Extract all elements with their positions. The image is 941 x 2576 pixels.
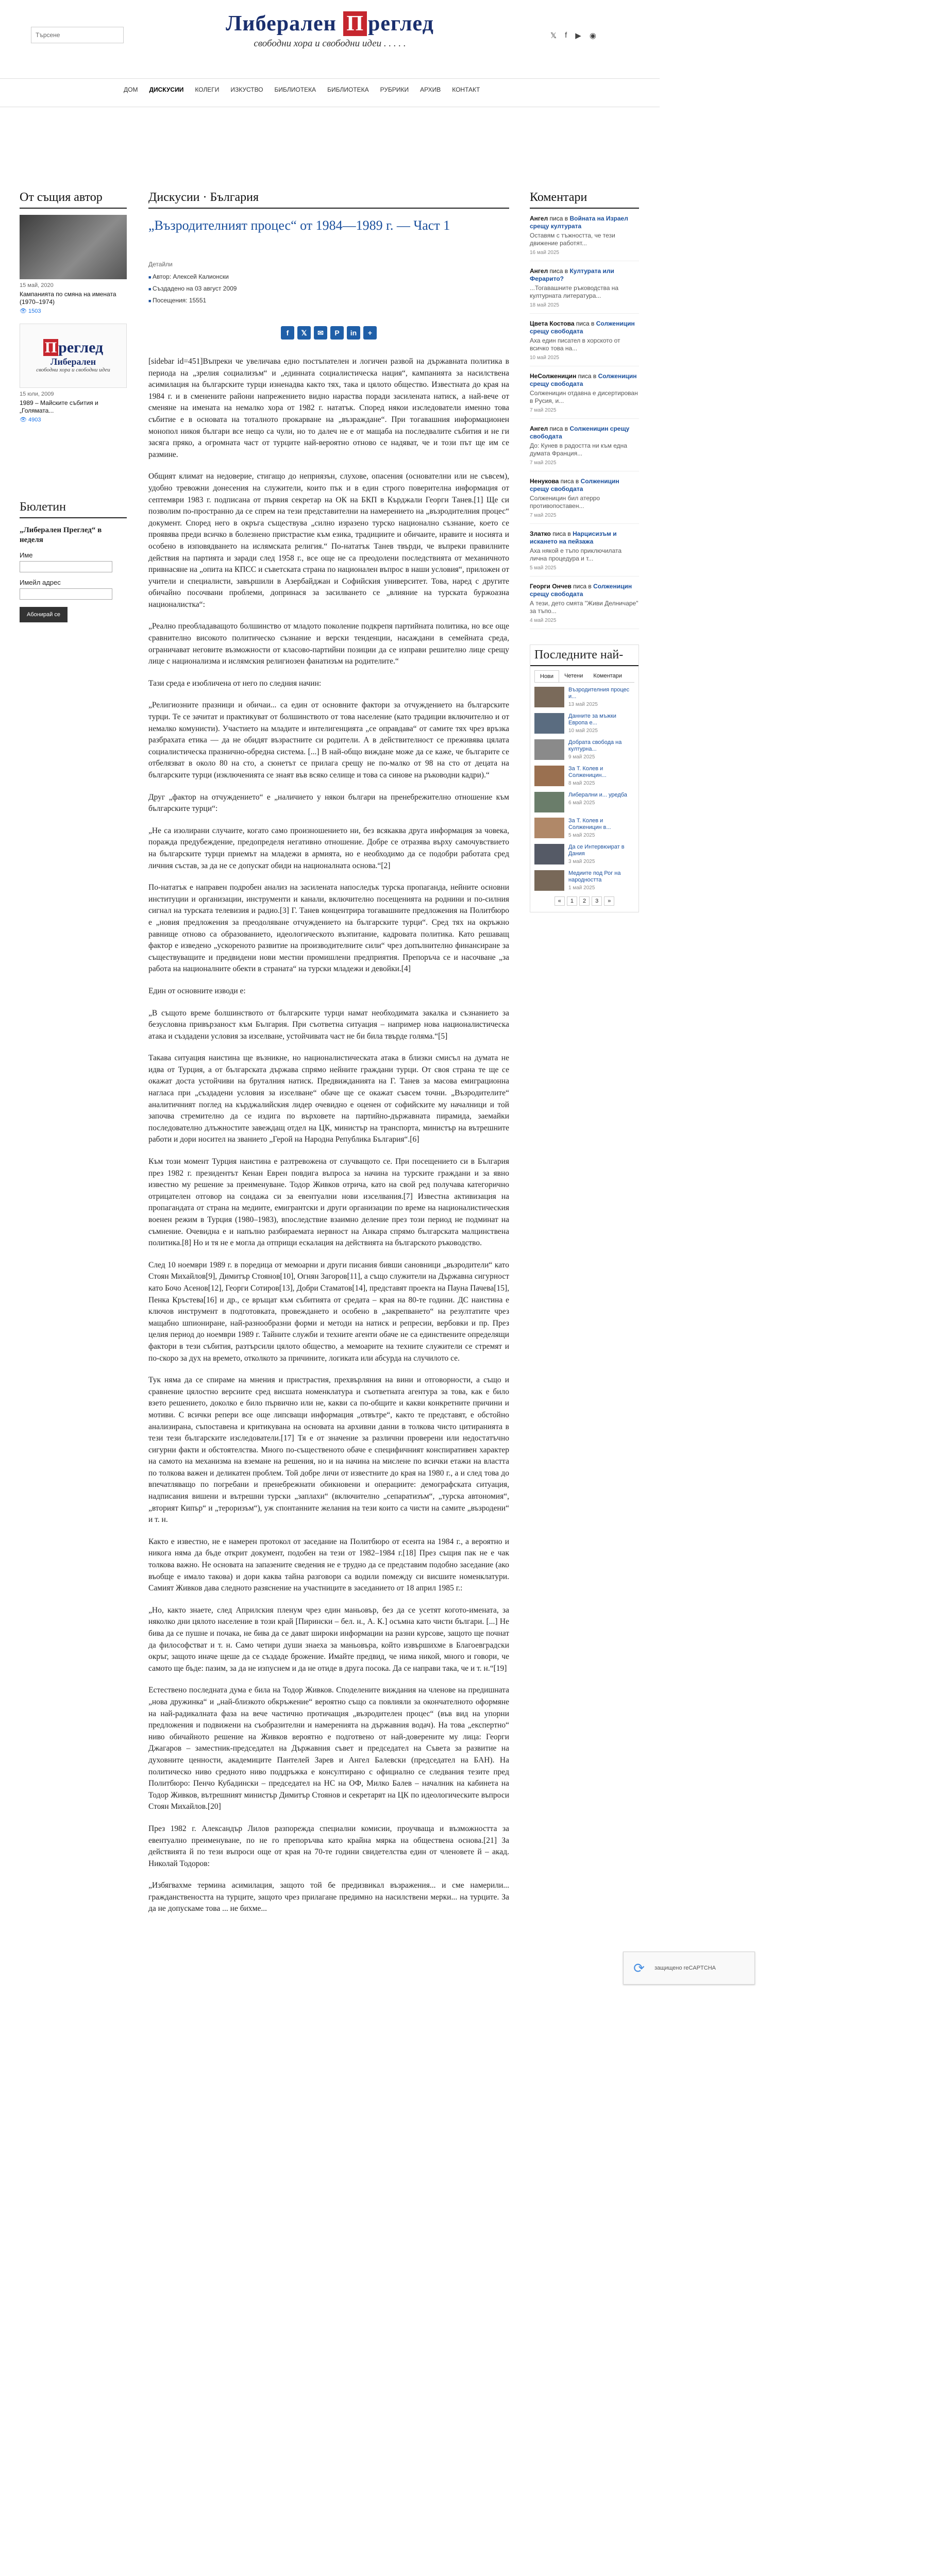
- nav-art[interactable]: ИЗКУСТВО: [230, 86, 263, 93]
- list-thumb: [534, 844, 564, 865]
- linkedin-share-icon[interactable]: in: [347, 326, 360, 340]
- article-created: ■ Създадено на 03 август 2009: [148, 283, 509, 295]
- list-date: 1 май 2025: [568, 885, 595, 891]
- paragraph-8: Към този момент Турция наистина е разтревожена от случващото се. При посещението си в България през 1982 г. президентът Кенан Еврен повдига въпроса за начина на турските граждани и за явно известно му решение за преименуване. Тодор Живков отрича, като на свой ред получава категорично отрицателен отговор на сондажа си за евентуални нови изселвания.[7] Известна активизация на пропагандата от страна на медиите, емигрантски и други организации по време на националистическия военен режим в Турция (1980–1983), впоследствие взаимно деление през този период не подминат на съмнение. Очевидна е и напълно разбираемата нервност на Анкара спрямо българската малцинствена политика.[8] Но и тя не е могла да отприщи ескалация на действията на българското ръководство.: [148, 1157, 509, 1248]
- list-date: 3 май 2025: [568, 859, 595, 865]
- comment-author: Ненукова: [530, 478, 559, 485]
- list-title[interactable]: Медиите под Рог на народността: [568, 870, 621, 883]
- same-author-title: От същия автор: [20, 191, 127, 209]
- mini-logo-a: Либерален: [50, 356, 96, 367]
- recaptcha-text: защищено reCAPTCHA: [654, 1965, 716, 1971]
- related-date-1: 15 май, 2020: [20, 282, 54, 289]
- facebook-share-icon[interactable]: f: [281, 326, 294, 340]
- comment-post[interactable]: Войната на Израел срещу културата: [530, 215, 628, 230]
- comment-date: 16 май 2025: [530, 250, 559, 256]
- logo-word-left: Либерален: [226, 12, 337, 36]
- list-thumb: [534, 713, 564, 734]
- more-share-icon[interactable]: +: [363, 326, 377, 340]
- comment-author: Златко: [530, 530, 551, 537]
- latest-tabs: [534, 670, 634, 683]
- logo-cap: П: [343, 11, 367, 36]
- recaptcha-badge[interactable]: [623, 1952, 755, 1985]
- list-item[interactable]: [534, 713, 634, 734]
- nav-rubrics[interactable]: РУБРИКИ: [380, 86, 409, 93]
- list-item[interactable]: [534, 687, 634, 708]
- comment-item[interactable]: НеСолженицин писа в Солженицин срещу свободата Солженицин отдавна е дисертирован в Русия, и... 7 май 2025: [530, 372, 639, 419]
- tab-read[interactable]: Четени: [564, 673, 583, 679]
- comment-post[interactable]: Културата или Ферарито?: [530, 267, 614, 282]
- comment-snippet: Солженицин отдавна е дисертирован в Русия, и...: [530, 389, 638, 404]
- related-thumb-2[interactable]: [20, 324, 127, 388]
- article-views: ■ Посещения: 15551: [148, 295, 509, 307]
- main-nav: [124, 86, 480, 93]
- quote-3: „Не са изолирани случаите, когато само произношението ни, без всякаква друга информация за човека, поражда предубеждение, предопределя негативно отношение. Добре се отразява върху самочувствието на българските турци приемът на младежи в армията, но е необходимо да се подобри работата сред личния състав, за да не се допускат обиди на националната основа.“[2]: [148, 826, 509, 870]
- comment-author: Георги Ончев: [530, 583, 572, 590]
- page-1[interactable]: 1: [567, 896, 577, 906]
- list-thumb: [534, 792, 564, 812]
- comment-item[interactable]: Георги Ончев писа в Солженицин срещу свободата А тези, дето смята "Живи Делничаре" за тъпо... 4 май 2025: [530, 583, 639, 629]
- facebook-icon[interactable]: f: [565, 31, 567, 40]
- paragraph-1: [sidebar id=451]Въпреки че увеличава едно постъпателен и логичен развой на държавната политика в периода на „зрелия социализъм“ и „единната социалистическа нация“, кампанията за насилствена асимилация на българските турци изненадва както тях, така и цялото общество. Известната до края на 1984 г. и в сменените райони напрежението видно нараства поради засилената натиск, а най-вече от сменяне на имената на немалко хора от 1982 г. нататък. Според някои изследователи именно това събитие е в основата на тоталното прокарване на „възраждане“. При тогавашния информационен монопол никоя българи все нещо са чули, но то далеч не е от мащаба на последвалите събития и не ги засяга пряко, а огромната част от турците най-вероятно отново се надяват, че и този път ще им се размине.: [148, 357, 509, 459]
- x-share-icon[interactable]: 𝕏: [297, 326, 311, 340]
- list-date: 5 май 2025: [568, 833, 595, 838]
- comment-post[interactable]: Нарцисизъм и искането на пейзажа: [530, 530, 617, 545]
- list-date: 6 май 2025: [568, 800, 595, 806]
- right-sidebar: [530, 191, 639, 912]
- x-icon[interactable]: 𝕏: [550, 31, 557, 40]
- quote-5: „Но, както знаете, след Априлския пленум чрез един маньовър, без да се усетят когото-имената, за няколко дни цялото население в този край [Пирински – бел. н., А. К.] осъмна като чисти българи. [...] Не бива да се пушне и почака, не бива да се дават широки информации на разни курсове, защото ще почнат да философстват и т. н. Само четири души знаеха за маньовъра, който извършихме в Благоевградски окръг, защото иначе щеше да се създаде брожение. Имайте предвид, че нима никой, много и говори, че самото ще бъде: пазим, за да не изпуснем и да не отиде в друга посока. Да се направи така, че и т. н.“[19]: [148, 1605, 509, 1673]
- details-label: Детайли: [148, 261, 173, 268]
- paragraph-12: Естествено последната дума е била на Тодор Живков. Сподeлените виждания на членове на предишната „нова дружинка“ и „най-близкото обкръжение“ вероятно също са повлияли за окончателното оформяне на най-радикалната фаза на вече частично протичащия „възродителен процес“ (във вид на упорни предложения и подвижени на съобразителни и намеренията на държавния водач). На това „експертно“ ниво обичайнoто решение на Живков вероятно е подготвено от най-доверените му лица: Георги Джагаров – заместник-председател на Държавния съвет и председател на Съвета за развитие на духовните ценности, академиците Пантелей Зарев и Ангел Балевски (председател на БАН). На политическо ниво средното ниво поддръжка е консултирано с официално се следвания тезите пред Политбюро: Пенчо Кубадински – председател на НС на ОФ, Милко Балев – началник на кабинета на Тодор Живков, вътрешният министър Димитър Стоянов и секретарят на ЦК по идеологическите въпроси Стоян Михайлов.[20]: [148, 1686, 509, 1811]
- comment-snippet: Аха един писател в хорското от всичко това на...: [530, 337, 620, 352]
- nav-contact[interactable]: КОНТАКТ: [452, 86, 480, 93]
- comment-date: 7 май 2025: [530, 513, 557, 518]
- nav-library-1[interactable]: БИБЛИОТЕКА: [274, 86, 316, 93]
- comment-author: Ангел: [530, 215, 548, 222]
- comment-date: 10 май 2025: [530, 355, 559, 361]
- recaptcha-icon: ⟳: [633, 1960, 645, 1976]
- site-logo[interactable]: [214, 11, 446, 68]
- list-title[interactable]: Да се Интервюират в Дания: [568, 844, 625, 857]
- page-prev[interactable]: «: [554, 896, 565, 906]
- comment-date: 5 май 2025: [530, 565, 557, 571]
- paragraph-3: Тази среда е изобличена от него по следния начин:: [148, 679, 322, 688]
- paragraph-2: Общият климат на недоверие, стигащо до неприязън, слухове, опасения (основателни или не съвсем), удобно тревожни донесения на служители, които пък и в един строго поверителна информация от септември 1983 г. подписана от първия секретар на ОК на БКП в Кърджали Георги Танев.[1] Ще си позволим по-пространно да се спрем на тези представителни на намерението на „възродителния процес“ документ. Според него в окръга съществува „силно изразено турско национално съзнание, което се проявява преди всичко в болезнено пристрастие към езика, традициите и обичаите, нравите и носията и особено в изповядването на ислямската религия.“ По-нататък Танев твърди, че въпреки правилните действия на партията и заради след 1958 г., все още не са преодолени последствията от механичното привнасяне на „опита на КПСС и съветската страна по национален въпрос в наши условия“, приложен от учители и специалисти, завършили в Азербайджан и Софийския университет. Това, наред с другите обичайно посочвани проблеми, допринася за засилването се „влияние на турската буржоазна националистка“:: [148, 472, 509, 609]
- list-title[interactable]: Възродителния процес и...: [568, 687, 630, 700]
- rss-icon[interactable]: ◉: [589, 31, 596, 40]
- social-links: [550, 31, 596, 40]
- subscribe-button[interactable]: Абонирай се: [20, 607, 68, 622]
- comment-date: 18 май 2025: [530, 302, 559, 308]
- list-thumb: [534, 870, 564, 891]
- comment-post[interactable]: Солженицин срещу свободата: [530, 320, 635, 335]
- paragraph-6: Един от основните изводи е:: [148, 986, 246, 995]
- list-date: 8 май 2025: [568, 781, 595, 786]
- comment-post[interactable]: Солженицин срещу свободата: [530, 478, 619, 493]
- list-title[interactable]: За Т. Колев и Солженицин...: [568, 766, 607, 778]
- mini-logo-b: реглед: [58, 338, 104, 356]
- related-thumb-1[interactable]: [20, 215, 127, 279]
- comment-item[interactable]: Златко писа в Нарцисизъм и искането на пейзажа Аха някой е тъпо приключилата лична процедура и т... 5 май 2025: [530, 530, 639, 577]
- comment-snippet: До: Кунев в радостта ни към една думата Франция...: [530, 442, 627, 457]
- related-date-2: 15 юли, 2009: [20, 391, 54, 397]
- email-field[interactable]: [20, 588, 112, 600]
- list-date: 10 май 2025: [568, 728, 598, 734]
- list-item[interactable]: [534, 739, 634, 760]
- comment-item[interactable]: Ненукова писа в Солженицин срещу свободата Солженицин бил атерро противопоставен... 7 май 2025: [530, 478, 639, 524]
- pinterest-share-icon[interactable]: P: [330, 326, 344, 340]
- comment-author: Ангел: [530, 425, 548, 432]
- paragraph-5: По-нататък е направен подробен анализ на засилената напоследък турска пропаганда, нейните основни институции и организации, инструменти и канали, включително посещенията на роднини и по-силния сигнал на турската телевизия и радио.[3] Г. Танев концентрира тогавашните предложения на Политбюро е „новия предложения за преодоляване отчуждението на българските турци“. Сред тях на окръжно равнище отново са образованието, идеологическото възпитание, кадровата политика. Като решаващ фактор е изведено „ускореното развитие на производителните сили“ чрез допълнително финансиране за съществуващите и предвидени нови местни промишлени предприятия. Препоръча се и насочване „за работа на националните обекти в страната“ на турски младежи и девойки.[4]: [148, 883, 509, 974]
- search-input[interactable]: Търсене: [31, 27, 124, 43]
- comment-date: 7 май 2025: [530, 460, 557, 466]
- newsletter-box: [20, 500, 127, 622]
- email-label: Имейл адрес: [20, 579, 61, 586]
- comment-post[interactable]: Солженицин срещу свободата: [530, 583, 632, 598]
- list-title[interactable]: Данните за мъжки Европа е...: [568, 713, 616, 726]
- comment-snippet: Солженицин бил атерро противопоставен...: [530, 495, 600, 510]
- comment-snippet: Оставям с тъжността, че тези движение работят...: [530, 232, 615, 247]
- quote-2: „Религиозните празници и обичаи... са един от основните фактори за отчуждението на българските турци. Те се зачитат и практикуват от болшинството от това население (като традиции включително и от немалко комунисти). Участието на младите и интелигенцията „се оправдава“ от самите тях чрез връзка разбрахата етика — да не обидят възрастните си родители. А в действителност се преживява цялата социалистическа празнично-обредна система. [...] В най-общо виждане може да се каже, че българите се отбелязват в около 80 на сто, а сюнетът се прилага срещу не по-малко от 98 на сто от децата на българските турци (изключенията се знаят във всяко селище и това са синове на ръководни кадри).“: [148, 701, 509, 779]
- nav-home[interactable]: ДОМ: [124, 86, 138, 93]
- comment-item[interactable]: Цвета Костова писа в Солженицин срещу свободата Аха един писател в хорското от всичко това на... 10 май 2025: [530, 320, 639, 366]
- mini-logo-cap: П: [43, 339, 58, 356]
- list-item[interactable]: [534, 818, 634, 839]
- comment-item[interactable]: Ангел писа в Културата или Ферарито? ...Тогавашните ръководства на културната литература... 18 май 2025: [530, 267, 639, 314]
- page-next[interactable]: »: [604, 896, 614, 906]
- quote-4: „В същото време болшинството от българските турци намат необходимата закалка и съзнанието за безусловна привързаност към България. При съответна ситуация – например нова националистическа атака и създадени условия за изселване, устойчивата част не би била твърде голяма.“[5]: [148, 1008, 509, 1041]
- list-thumb: [534, 766, 564, 786]
- mini-logo-sub: свободни хора и свободни идеи: [36, 366, 110, 373]
- nav-colleagues[interactable]: КОЛЕГИ: [195, 86, 220, 93]
- comment-snippet: Аха някой е тъпо приключилата лична процедура и т...: [530, 547, 622, 562]
- name-field[interactable]: [20, 561, 112, 572]
- list-item[interactable]: [534, 870, 634, 891]
- list-item[interactable]: [534, 792, 634, 812]
- list-thumb: [534, 818, 564, 838]
- article: [148, 191, 509, 1925]
- breadcrumb[interactable]: Дискусии · България: [148, 191, 509, 209]
- comment-date: 7 май 2025: [530, 408, 557, 413]
- list-item[interactable]: [534, 766, 634, 787]
- comment-snippet: А тези, дето смята "Живи Делничаре" за тъпо...: [530, 600, 638, 615]
- youtube-icon[interactable]: ▶: [575, 31, 581, 40]
- comment-date: 4 май 2025: [530, 618, 557, 623]
- nav-archive[interactable]: АРХИВ: [420, 86, 441, 93]
- paragraph-7: Такава ситуация наистина ще възникне, но националистическата атака в близки смисъл на думата не идва от Турция, а от българската държава спрямо нейните граждани турци. От своя страна те ще се окажат доста устойчиви на бруталния натиск. Предвижданията на Г. Танев за масова емиграционна нагласа при „създадени условия за изселване“ обаче ще се окажат съвсем точни. „Възродителите“ аналитичният поглед на кърджалийския лидер очевидно е оценен от софийските му началници и той започва стремително да се издига по върховете на партийно-държавната пирамида, заемайки последователно длъжностите завеждащ отдел на ЦК, министър на транспорта, министър на вътрешните работи и дори носител на званието „Герой на Народна Република България“.[6]: [148, 1054, 509, 1144]
- email-share-icon[interactable]: ✉: [314, 326, 327, 340]
- list-thumb: [534, 739, 564, 760]
- name-label: Име: [20, 551, 33, 559]
- list-date: 13 май 2025: [568, 702, 598, 707]
- comment-author: Ангел: [530, 267, 548, 275]
- article-meta: [148, 271, 509, 307]
- nav-library-2[interactable]: БИБЛИОТЕКА: [327, 86, 369, 93]
- comment-author: НеСолженицин: [530, 372, 577, 380]
- nav-discussions[interactable]: ДИСКУСИИ: [149, 86, 184, 93]
- page-2[interactable]: 2: [579, 896, 590, 906]
- latest-widget: [530, 645, 639, 912]
- comment-post[interactable]: Солженицин срещу свободата: [530, 425, 630, 440]
- list-title[interactable]: За Т. Колев и Солженицин в...: [568, 818, 611, 831]
- tab-new[interactable]: Нови: [534, 670, 559, 682]
- article-title: „Възродителният процес“ от 1984—1989 г. — Част 1: [148, 218, 450, 233]
- article-body: [148, 356, 509, 1915]
- newsletter-title: Бюлетин: [20, 500, 127, 518]
- newsletter-text: „Либерален Преглед“ в неделя: [20, 526, 102, 544]
- comment-post[interactable]: Солженицин срещу свободата: [530, 372, 637, 387]
- related-views-1: 👁 1503: [20, 308, 41, 314]
- list-title[interactable]: Либерални и... уредба: [568, 792, 627, 798]
- comments-title: Коментари: [530, 191, 639, 209]
- related-views-2: 👁 4903: [20, 417, 41, 423]
- paragraph-9: След 10 ноември 1989 г. в поредица от мемоарни и други писания бивши сановници „възродители“ като Стоян Михайлов[9], Димитър Стоянов[10], Огнян Загоров[11], а също служители на Държавна сигурност като Бочо Асенов[12], Георги Сотиров[13], Добри Стаматов[14], представят проекта на Пауна Пачева[15], Пенка Кръстева[16] и др., се връщат към събитията от средата – края на 80-те години. ДС наистина е ключов инструмент в подготовката, провеждането и особено в „закрепването“ на резултатите чрез мащабно шпиониране, най-разнообразни форми и методи на натиск и репресии, вербовки и пр. През целия период до ноември 1989 г. Тайните служби и техните агенти обаче не са единствените определящи фактори в тези събития, разтърсили цялото общество, а мемоарите на техните служители се стремят и по-скоро за дух на времето, отколкото за причините, логиката или абсурда на случилото се.: [148, 1260, 509, 1363]
- page-3[interactable]: 3: [592, 896, 602, 906]
- paragraph-4: Друг „фактор на отчуждението“ е „наличието у някои българи на пренебрежително отношение към българските турци“:: [148, 792, 509, 814]
- logo-word-right: реглед: [368, 12, 434, 36]
- latest-title: Последните най-: [530, 645, 638, 666]
- related-title-1[interactable]: Кампанията по смяна на имената (1970–1974): [20, 291, 116, 306]
- tab-comments[interactable]: Коментари: [593, 673, 622, 679]
- list-title[interactable]: Добрата свобода на културна...: [568, 739, 622, 752]
- paragraph-13: През 1982 г. Александър Лилов разпорежда специални комисии, проучваща и възможността за евентуално преименуване, по не го препоръчва като крайна мярка на обществена основа.[21] За действията й по тези въпроси още от края на 70-те години свидетелства един от членовете й – акад. Николай Тодоров:: [148, 1824, 509, 1868]
- list-date: 9 май 2025: [568, 754, 595, 760]
- list-thumb: [534, 687, 564, 707]
- paragraph-10: Тук няма да се спираме на мнения и пристрастия, прехвърляния на вини и отговорности, а също и сравнение цялостно версиите сред висшата номенклатура и съответната агентура за това, как е било взето решението, доколко е било първично или не, какви са по-общите и какви конкретните причини и мотиви. С всички репери все още липсващи информация „отвътре“, както те представят, е обстойно анализирана, съпоставена и критикувана на основата на архивни данни в толкова чисто цитиранията в тези тези българските изследователи.[17] Тя е от значение за различни проверени или недостатъчно сигурни факти и обстоятелства. Много по-същественото обаче е специфичният конспиративен характер на самото на механизма на вземане на решения, но и на начина на мислене по всички етажи на властта по толкова важен и деликатен проблем. Той добре личи от известните до края на 1980 г., а и след това до впечатляващо по погребани и пренебрежнати обикновени и операциите: демографската ситуация, надписания вишени и вътрешни турски „заплахи“ (включително „сепаратизъм“, „турска автономия“, „вторият Кипър“ и „тероризъм“), уж спонтанните желания на тези които са чисти на самите „възродени“ и т. н.: [148, 1376, 509, 1524]
- comment-snippet: ...Тогавашните ръководства на културната литература...: [530, 284, 619, 299]
- related-title-2[interactable]: 1989 – Майските събития и „Голямата...: [20, 399, 98, 414]
- article-author: ■ Автор: Алексей Калионски: [148, 271, 509, 283]
- quote-6: „Избягвахме термина асимилация, защото той бе предизвикал възражения... и сме намерили... гражданствеността на турците, защото чрез прилагане предимно на насилствени мерки... на турците. За да не допускаме това ... не бихме...: [148, 1881, 509, 1913]
- share-bar: [148, 326, 509, 340]
- paragraph-11: Както е известно, не е намерен протокол от заседание на Политбюро от есента на 1984 г., а вероятно и никога няма да бъде открит документ, подобен на тези от 1982–1984 г.[18] През същия пак не е чак толкова важно. Не основата на запазените сведения не е трудно да се представим подобно заседание (ако въобще е имало такова) и дори каква тайна разговори са водили помежду си висшите номенклатури. Самият Живков дава следното разяснение на участниците в заседанието от 18 април 1985 г.:: [148, 1537, 509, 1593]
- list-item[interactable]: [534, 844, 634, 865]
- comment-item[interactable]: Ангел писа в Войната на Израел срещу културата Оставям с тъжността, че тези движение работят... 16 май 2025: [530, 215, 639, 261]
- header-divider: [0, 78, 660, 79]
- left-sidebar: [20, 191, 127, 622]
- comment-author: Цвета Костова: [530, 320, 575, 327]
- pagination: [534, 896, 634, 906]
- quote-1: „Реално преобладаващото болшинство от младото поколение подкрепя партийната политика, но все още сравнително високото политическо съзнание и верски тенденции, насаждани в семейната среда, ограничават неговите възможности от класово-партийни позиции да се изправи решително лице срещу лице с национализма и ислямския религиозен фанатизъм на родителите.“: [148, 622, 509, 666]
- comment-item[interactable]: Ангел писа в Солженицин срещу свободата До: Кунев в радостта ни към една думата Франция... 7 май 2025: [530, 425, 639, 471]
- site-tagline: свободни хора и свободни идеи . . . . .: [254, 38, 406, 49]
